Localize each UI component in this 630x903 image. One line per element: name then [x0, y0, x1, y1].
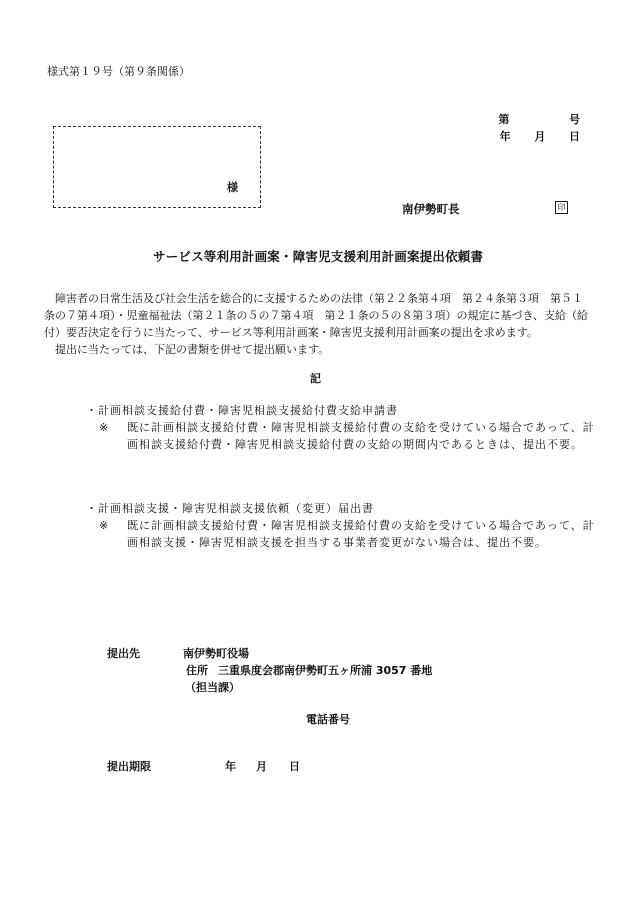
address-label: 住所: [186, 664, 208, 677]
department-label: （担当課）: [185, 681, 240, 694]
date-month: 月: [534, 130, 546, 143]
addressee-box: [53, 126, 261, 208]
body-paragraph-2: 提出に当たっては、下記の書類を併せて提出願います。: [55, 343, 330, 356]
issuer-name: 南伊勢町長: [402, 202, 460, 216]
required-document-item: [86, 500, 596, 551]
date-year: 年: [499, 130, 511, 143]
note-text: 既に計画相談支援給付費・障害児相談支援給付費の支給を受けている場合であって、計画相談支援給付費・障害児相談支援給付費の支給の期間内であるときは、提出不要。: [127, 421, 595, 451]
deadline-label: 提出期限: [107, 760, 151, 773]
item-heading: ・計画相談支援・障害児相談支援依頼（変更）届出書: [86, 502, 374, 515]
note-mark: ※: [99, 519, 110, 532]
address-value: 三重県度会郡南伊勢町五ヶ所浦 3057 番地: [218, 664, 433, 677]
addressee-honorific: 様: [227, 181, 238, 194]
note-mark: ※: [99, 421, 110, 434]
destination-label: 提出先: [107, 647, 140, 660]
deadline-month: 月: [256, 760, 267, 773]
ki-heading: 記: [310, 372, 321, 385]
document-title: サービス等利用計画案・障害児支援利用計画案提出依頼書: [153, 249, 484, 264]
destination-name: 南伊勢町役場: [183, 647, 249, 660]
seal-mark: 印: [555, 201, 568, 214]
item-heading: ・計画相談支援給付費・障害児相談支援給付費支給申請書: [86, 404, 398, 417]
body-paragraph-1: 障害者の日常生活及び社会生活を総合的に支援するための法律（第２２条第４項 第２４条第３項 第５１条の７第４項）・児童福祉法（第２１条の５の７第４項 第２１条の５の８第３項）の規定に基づき、支給（給付）要否決定を行うに当たって、サービス等利用計画案・障害児支援利用計画案の提出を求めます。: [44, 292, 589, 339]
deadline-day: 日: [289, 760, 300, 773]
document-number-suffix: 号: [569, 113, 580, 126]
item-note: [99, 517, 596, 551]
document-number-prefix: 第: [498, 113, 510, 126]
body-text: [44, 290, 589, 358]
deadline-year: 年: [225, 760, 236, 773]
item-note: [99, 419, 596, 453]
document-date: [500, 128, 580, 144]
note-text: 既に計画相談支援給付費・障害児相談支援給付費の支給を受けている場合であって、計画相談支援・障害児相談支援を担当する事業者変更がない場合は、提出不要。: [127, 519, 595, 549]
date-day: 日: [569, 130, 580, 143]
phone-label: 電話番号: [306, 713, 350, 726]
required-document-item: [86, 402, 596, 453]
form-number: 様式第１９号（第９条関係）: [47, 65, 190, 78]
document-number: [498, 111, 580, 127]
